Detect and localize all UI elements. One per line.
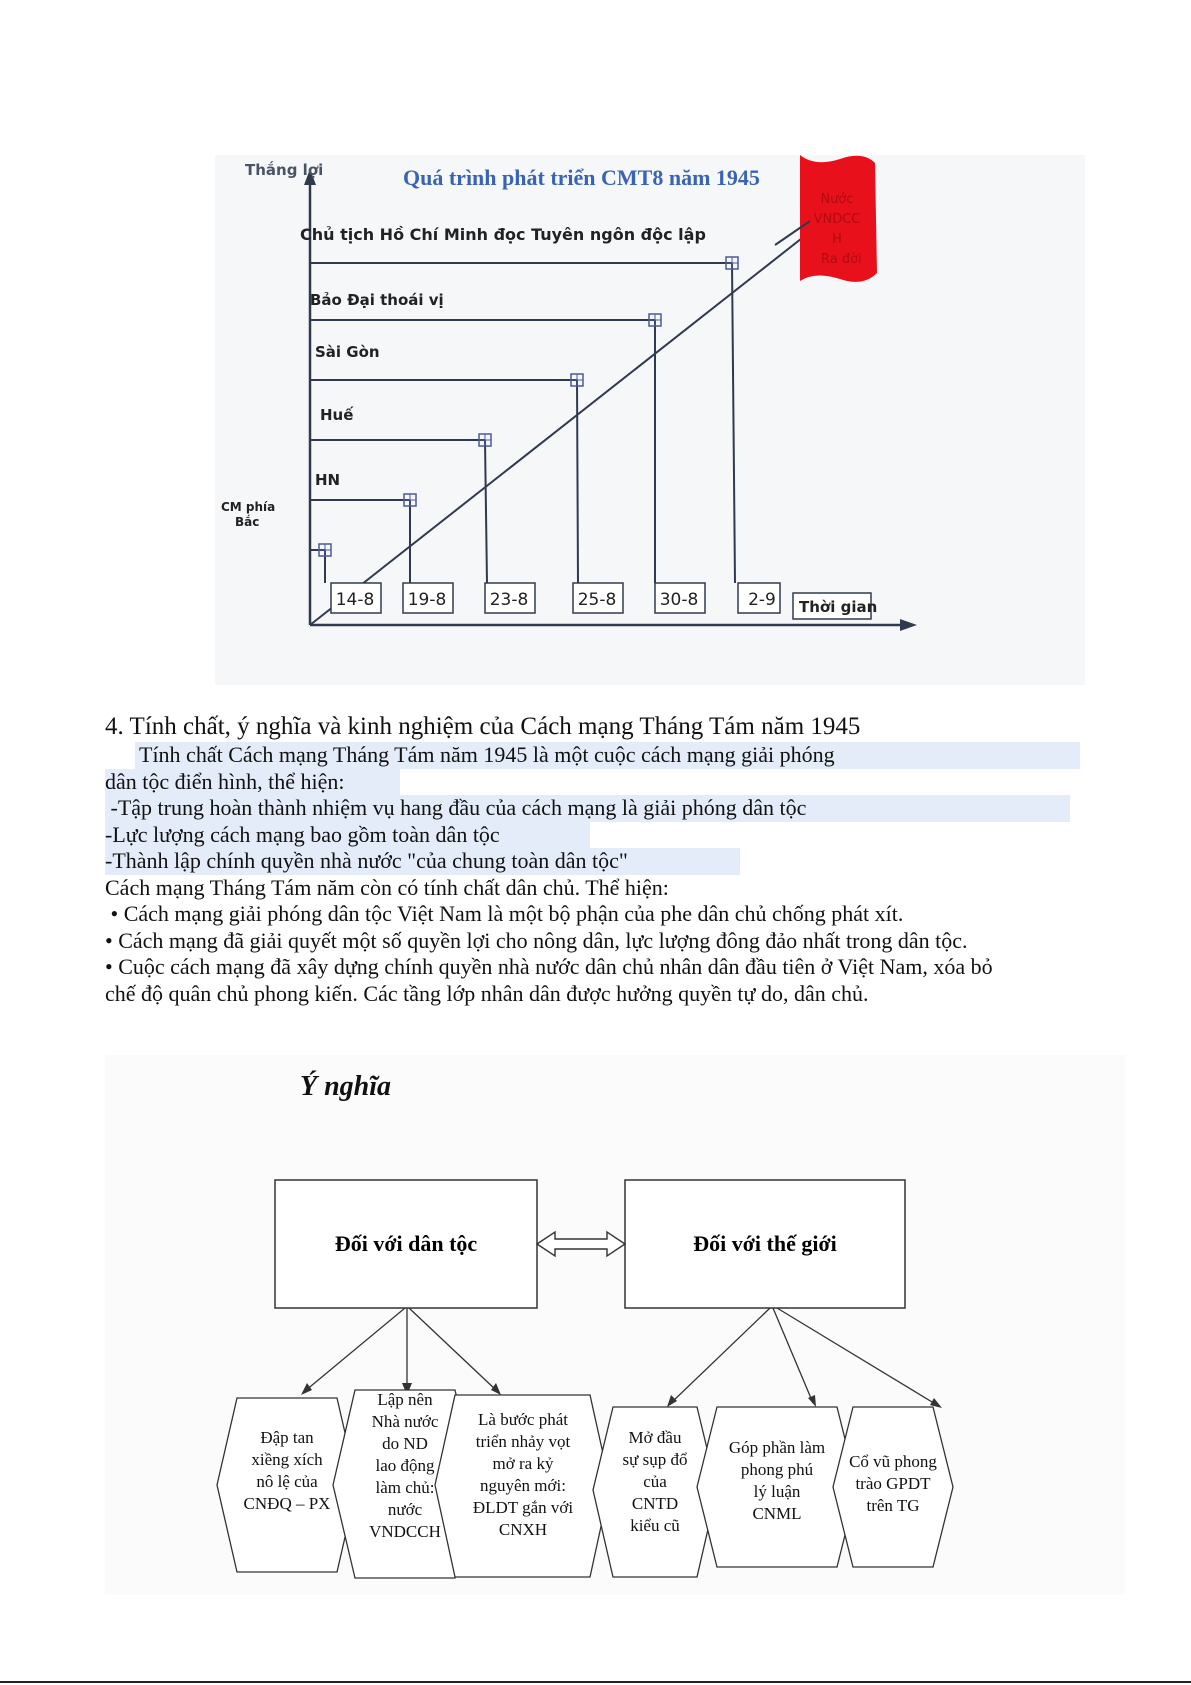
hexagon-text-line: nô lệ của [256,1472,318,1491]
flag-text: H [832,232,842,247]
hexagon-text-line: lao động [375,1456,435,1475]
hexagon-text-line: trào GPDT [855,1474,931,1493]
hexagon-text-line: Mở đầu [628,1428,682,1447]
hexagon-text-line: do ND [382,1434,428,1453]
hexagon-text-line: CNTD [631,1494,679,1513]
line-text: chế độ quân chủ phong kiến. Các tầng lớp nhân dân được hưởng quyền tự do, dân chủ. [105,980,869,1006]
line-text: -Thành lập chính quyền nhà nước "của chung toàn dân tộc" [105,848,628,873]
page-bottom-rule [0,1681,1191,1683]
hexagon-text-line: Góp phần làm [728,1438,826,1457]
line-text: -Lực lượng cách mạng bao gồm toàn dân tộc [105,821,500,847]
drop-line [485,440,487,583]
growth-line [310,220,825,625]
hexagon-text-line: sự sụp đổ [622,1450,688,1469]
x-axis-arrow [900,619,917,631]
line-text: dân tộc điển hình, thể hiện: [105,768,345,794]
hexagon-text-line: Lập nên [377,1390,433,1409]
diagram-title: Ý nghĩa [300,1071,392,1102]
diagram-canvas [105,1055,1125,1595]
paragraph-line [105,901,1105,928]
hexagon-text-line: nguyên mới: [480,1476,566,1495]
paragraph-line [105,875,1105,902]
x-tick-label: 2-9 [748,590,776,610]
x-tick-label: 23-8 [489,590,529,610]
hexagon-text-line: CNML [752,1504,802,1523]
flag-text: Ra đời [821,252,862,267]
level-label: HN [315,471,341,489]
hexagon-text-line: VNDCCH [369,1522,441,1541]
text-section [105,712,1105,1007]
hexagon-text-line: lý luận [753,1482,801,1501]
paragraph-line [105,822,1105,849]
hexagon-text-line: phong phú [740,1460,814,1479]
section-heading: 4. Tính chất, ý nghĩa và kinh nghiệm của Cách mạng Tháng Tám năm 1945 [105,713,861,740]
hexagon-text-line: Nhà nước [371,1412,439,1431]
drop-line [732,263,735,583]
flag-text: Nước [820,192,854,207]
double-arrow [537,1232,625,1256]
paragraph-line [105,795,1105,822]
flag-text: VNDCC [813,212,861,227]
y-axis-label: Thắng lợi [245,161,324,179]
x-axis-label: Thời gian [799,598,878,616]
level-label: Chủ tịch Hồ Chí Minh đọc Tuyên ngôn độc lập [300,225,706,244]
line-text: -Tập trung hoàn thành nhiệm vụ hang đầu của cách mạng là giải phóng dân tộc [105,795,807,820]
x-tick-label: 19-8 [407,590,447,610]
paragraph-line [105,769,1105,796]
paragraph-line [105,928,1105,955]
x-tick-label: 25-8 [577,590,617,610]
hexagon-text-line: xiềng xích [251,1450,323,1469]
line-text: Tính chất Cách mạng Tháng Tám năm 1945 là một cuộc cách mạng giải phóng [139,742,835,767]
hexagon-text-line: nước [387,1500,423,1519]
hexagon-text-line: kiểu cũ [630,1516,680,1535]
x-tick-label: 30-8 [659,590,699,610]
hexagon-text-line: Đập tan [260,1428,314,1447]
hexagon-text-line: Cổ vũ phong [849,1452,937,1471]
hexagon-text-line: của [643,1472,667,1491]
level-label: Bắc [235,515,260,529]
revolution-progress-chart [215,155,1085,685]
level-label: Huế [320,406,354,424]
meaning-diagram [105,1055,1125,1595]
level-label: Bảo Đại thoái vị [310,291,444,309]
line-text: Cách mạng Tháng Tám năm còn có tính chất dân chủ. Thể hiện: [105,874,669,900]
paragraph-line [105,848,1105,875]
paragraph-line [105,742,1105,769]
line-text: • Cách mạng giải phóng dân tộc Việt Nam là một bộ phận của phe dân chủ chống phát xít. [105,901,904,926]
drop-line [577,380,578,583]
line-text: • Cách mạng đã giải quyết một số quyền lợi cho nông dân, lực lượng đông đảo nhất trong dân tộc. [105,927,968,953]
hexagon-text-line: mở ra kỷ [492,1454,554,1473]
chart-title: Quá trình phát triển CMT8 năm 1945 [403,165,760,190]
level-label: CM phía [221,500,276,514]
level-label: Sài Gòn [315,343,380,361]
paragraph-line [105,954,1105,981]
hexagon-text-line: trên TG [866,1496,920,1515]
national-box-label: Đối với dân tộc [334,1231,478,1256]
x-tick-label: 14-8 [335,590,375,610]
world-box-label: Đối với thế giới [693,1231,837,1256]
line-text: • Cuộc cách mạng đã xây dựng chính quyền nhà nước dân chủ nhân dân đầu tiên ở Việt Nam, xóa bỏ [105,954,993,979]
hexagon-text-line: làm chủ: [375,1478,435,1497]
hexagon-text-line: ĐLDT gắn với [472,1498,574,1517]
hexagon-text-line: CNXH [498,1520,548,1539]
paragraph-line [105,981,1105,1008]
chart-canvas [215,155,1085,685]
hexagon-text-line: CNĐQ – PX [243,1494,331,1513]
hexagon-text-line: triển nhảy vọt [475,1432,571,1451]
hexagon-text-line: Là bước phát [478,1410,568,1429]
